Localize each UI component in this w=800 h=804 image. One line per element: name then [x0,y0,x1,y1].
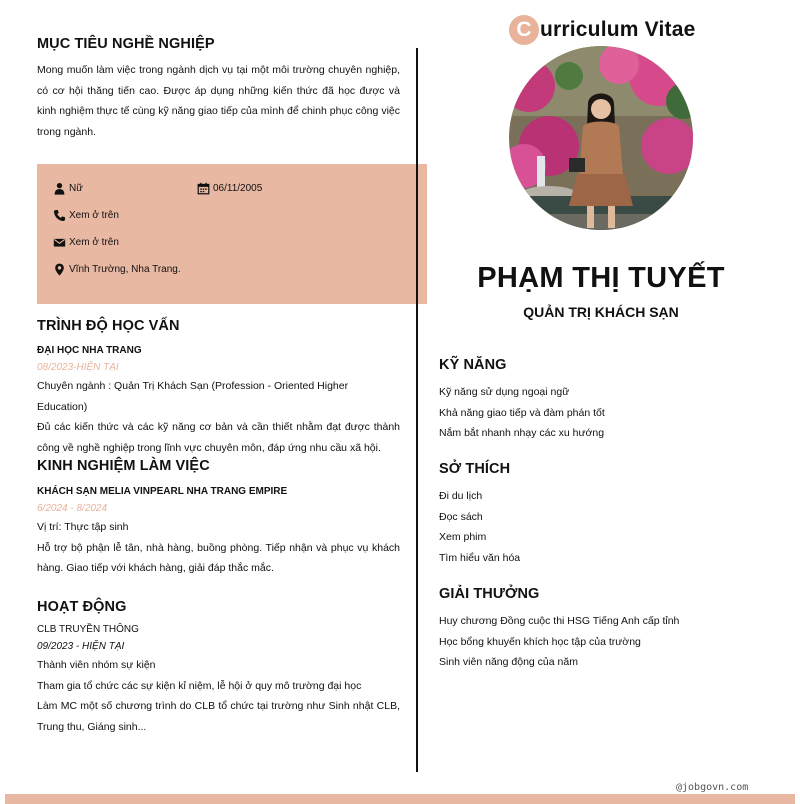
company-name: KHÁCH SẠN MELIA VINPEARL NHA TRANG EMPIRE [37,486,288,497]
candidate-name: PHẠM THỊ TUYẾT [477,262,725,294]
watermark: @jobgovn.com [676,782,749,793]
activities-title: HOẠT ĐỘNG [37,599,127,615]
skills-title: KỸ NĂNG [439,357,507,373]
gender-row [53,182,83,195]
education-section [37,318,400,458]
address-value: Vĩnh Trường, Nha Trang. [69,264,181,275]
career-objective-text: Mong muốn làm việc trong ngành dịch vụ tại một môi trường chuyên nghiệp, có cơ hội thăng tiến cao. Được áp dụng những kiến thức đã học được và kinh nghiệm thực tế cùng kỹ năng giao tiếp của mình để chinh phục công việc trong ngành. [37,64,400,139]
experience-section [37,458,400,579]
education-title: TRÌNH ĐỘ HỌC VẤN [37,318,180,334]
candidate-role: QUẢN TRỊ KHÁCH SẠN [523,304,679,320]
person-icon [53,182,66,195]
calendar-icon [197,182,210,195]
left-column [37,36,400,143]
cv-initial-badge: C [509,15,539,45]
birthdate-row [197,182,262,195]
experience-position: Vị trí: Thực tập sinh [37,521,129,533]
education-period: 08/2023-HIỆN TẠI [37,362,119,373]
gender-value: Nữ [69,183,83,194]
mail-icon [53,236,66,249]
experience-title: KINH NGHIỆM LÀM VIỆC [37,458,210,474]
list-item: Thành viên nhóm sự kiện [37,659,156,671]
experience-desc: Hỗ trợ bộ phận lễ tân, nhà hàng, buồng phòng. Tiếp nhận và phục vụ khách hàng. Giao tiếp với khách hàng, giải đáp thắc mắc. [37,541,400,575]
activities-section [37,599,400,737]
hobbies-section [439,461,769,568]
activities-period: 09/2023 - HIỆN TẠI [37,641,125,652]
cv-title-text: urriculum Vitae [540,18,696,41]
list-item: Khả năng giao tiếp và đàm phán tốt [439,406,605,419]
phone-icon [53,209,66,222]
awards-title: GIẢI THƯỞNG [439,586,540,602]
list-item: Sinh viên năng động của năm [439,656,578,668]
list-item: Học bổng khuyến khích học tập của trường [439,635,641,648]
skills-section [439,357,769,444]
education-major: Chuyên ngành : Quản Trị Khách Sạn (Profession - Oriented Higher Education) [37,380,349,413]
club-name: CLB TRUYỀN THÔNG [37,624,139,635]
contact-box [37,164,427,304]
hobbies-title: SỞ THÍCH [439,461,511,477]
list-item: Đọc sách [439,510,483,523]
profile-photo [509,46,693,230]
education-desc: Đủ các kiến thức và các kỹ năng cơ bản và cần thiết nhằm đạt được thành công về nghề nghiệp trong lĩnh vực chuyên môn, đáp ứng nhu cầu xã hội. [37,421,400,454]
list-item: Kỹ năng sử dụng ngoại ngữ [439,386,570,398]
experience-period: 6/2024 - 8/2024 [37,503,108,514]
birthdate-value: 06/11/2005 [213,183,263,194]
phone-row [53,209,119,222]
profile-photo-image [509,46,693,230]
column-divider [416,48,418,772]
awards-section [439,586,769,673]
email-value: Xem ở trên [69,237,119,248]
bottom-accent-bar [5,794,795,804]
location-pin-icon [53,263,66,276]
email-row [53,236,119,249]
list-item: Làm MC một số chương trình do CLB tổ chức tại trường như Sinh nhật CLB, Trung thu, Giáng sinh... [37,700,400,733]
list-item: Xem phim [439,531,487,543]
career-objective-title: MỤC TIÊU NGHỀ NGHIỆP [37,36,215,52]
list-item: Tham gia tổ chức các sự kiện kỉ niệm, lễ hội ở quy mô trường đại học [37,679,362,692]
address-row [53,263,181,276]
list-item: Tìm hiểu văn hóa [439,551,521,564]
phone-value: Xem ở trên [69,210,119,221]
cv-header [509,14,696,46]
school-name: ĐẠI HỌC NHA TRANG [37,345,142,356]
list-item: Đi du lịch [439,490,483,502]
list-item: Nắm bắt nhanh nhạy các xu hướng [439,427,605,439]
list-item: Huy chương Đồng cuộc thi HSG Tiếng Anh cấp tỉnh [439,615,680,627]
